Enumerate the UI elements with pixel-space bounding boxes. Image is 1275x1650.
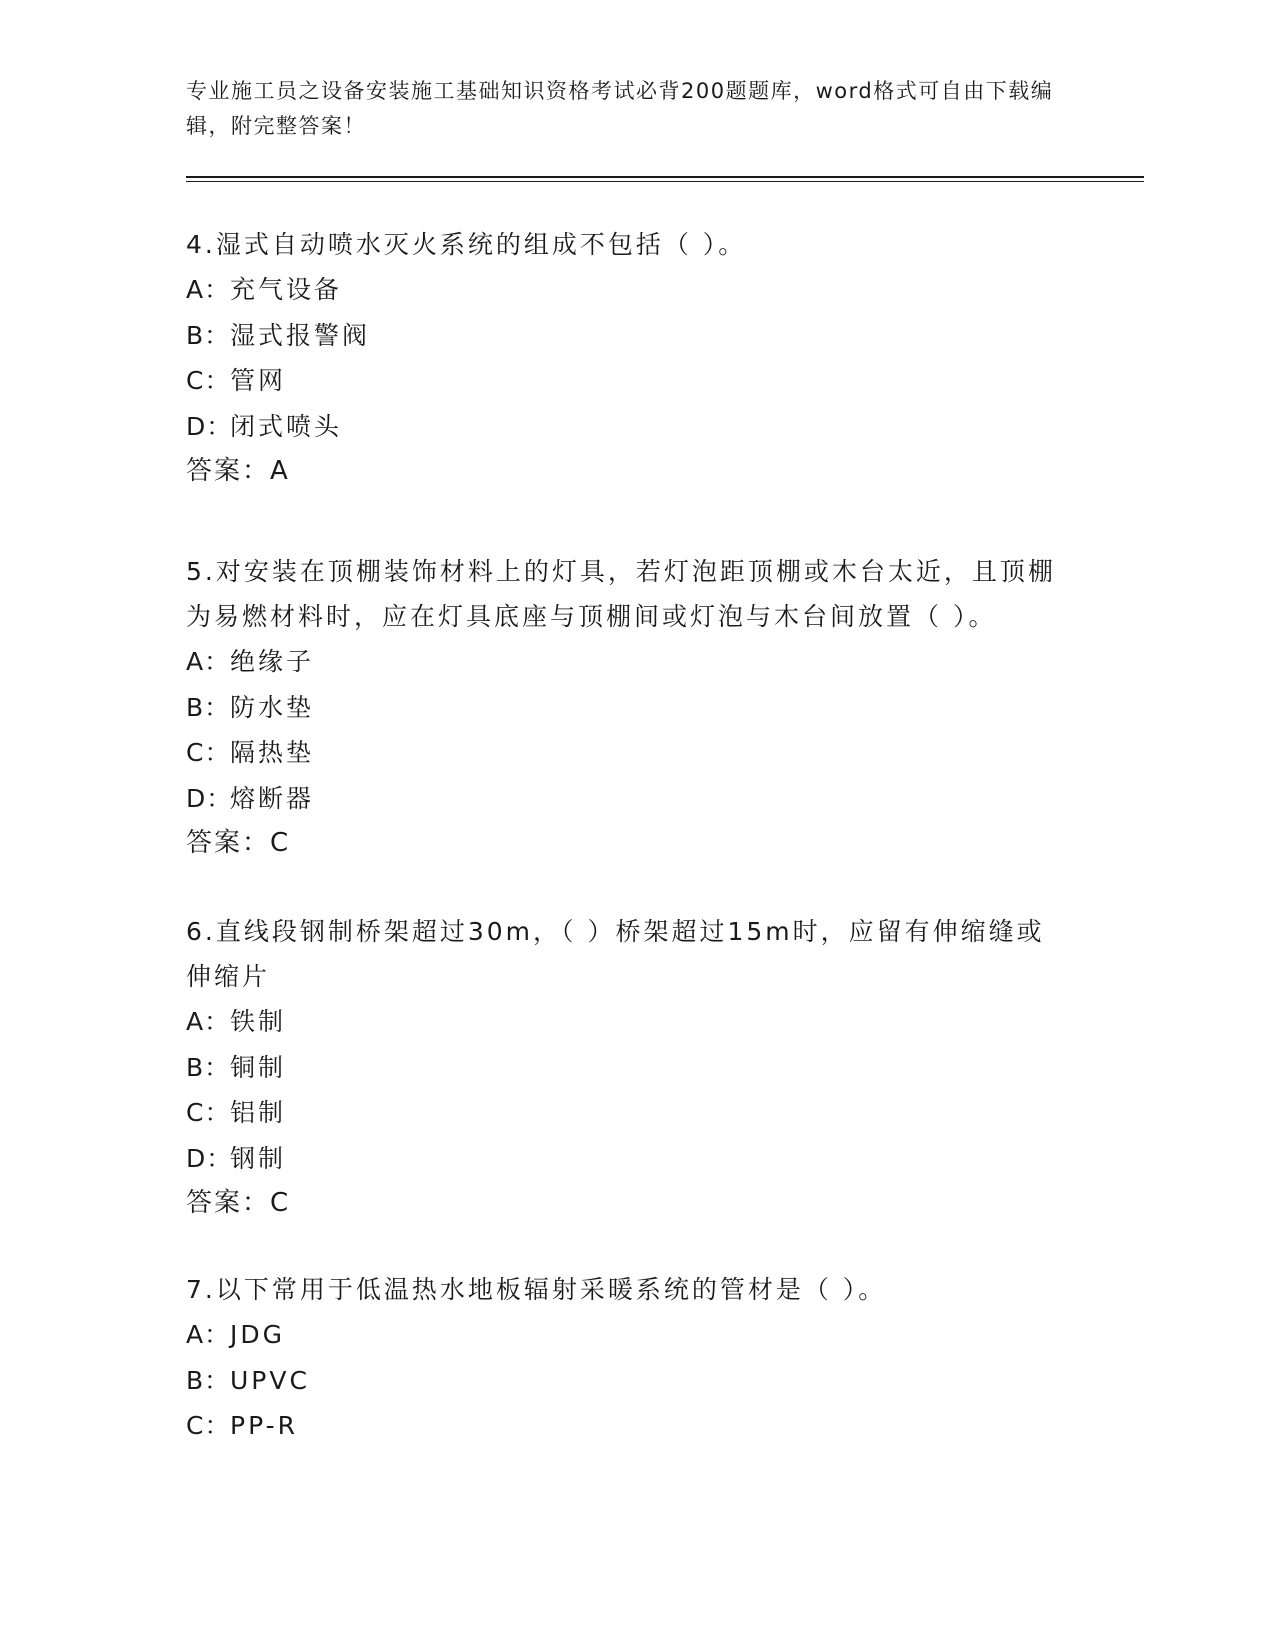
option-d [186, 1136, 1066, 1182]
question-7 [186, 1267, 1066, 1449]
option-text: 钢制 [230, 1143, 287, 1173]
option-label: B： [186, 320, 231, 350]
answer: 答案：C [186, 1188, 291, 1218]
option-label: B： [186, 1365, 231, 1395]
option-label: A： [186, 647, 231, 676]
option-c [186, 1403, 1066, 1449]
option-label: A： [186, 1320, 231, 1349]
option-label: B： [186, 692, 231, 722]
option-text: PP-R [230, 1411, 298, 1440]
option-label: C： [186, 1098, 231, 1127]
document-title: 专业施工员之设备安装施工基础知识资格考试必背200题题库，word格式可自由下载编辑，附完整答案！ [186, 79, 1054, 138]
option-text: 铁制 [230, 1007, 287, 1036]
option-label: D： [186, 783, 233, 813]
option-label: B： [186, 1052, 231, 1082]
option-label: A： [186, 1007, 231, 1036]
option-c [186, 358, 1066, 404]
question-stem: 7.以下常用于低温热水地板辐射采暖系统的管材是（ ）。 [186, 1275, 887, 1304]
option-label: D： [186, 1143, 233, 1173]
option-label: C： [186, 738, 231, 767]
option-a [186, 999, 1066, 1045]
option-b [186, 1358, 1066, 1404]
option-label: C： [186, 1411, 231, 1440]
option-text: 闭式喷头 [230, 411, 343, 441]
option-label: D： [186, 411, 233, 441]
option-text: 铝制 [230, 1098, 287, 1127]
option-text: 充气设备 [230, 275, 343, 304]
option-text: 隔热垫 [230, 738, 315, 767]
question-5 [186, 549, 1066, 866]
option-c [186, 730, 1066, 776]
question-stem: 4.湿式自动喷水灭火系统的组成不包括（ ）。 [186, 230, 747, 259]
header-divider-thin [186, 181, 1144, 182]
option-text: 绝缘子 [230, 647, 315, 676]
option-text: UPVC [230, 1365, 310, 1395]
option-d [186, 404, 1066, 450]
option-text: 湿式报警阀 [230, 320, 371, 350]
option-text: 管网 [230, 366, 287, 395]
question-stem: 6.直线段钢制桥架超过30m，（ ）桥架超过15m时，应留有伸缩缝或伸缩片 [186, 917, 1045, 991]
option-text: 铜制 [230, 1052, 287, 1082]
header-divider [186, 176, 1144, 178]
answer: 答案：C [186, 828, 291, 858]
option-label: A： [186, 275, 231, 304]
question-6 [186, 909, 1066, 1226]
option-a [186, 267, 1066, 313]
option-d [186, 776, 1066, 822]
question-4 [186, 222, 1066, 494]
answer: 答案：A [186, 456, 290, 486]
option-label: C： [186, 366, 231, 395]
option-text: 防水垫 [230, 692, 315, 722]
option-c [186, 1090, 1066, 1136]
document-header [186, 74, 1066, 144]
option-b [186, 313, 1066, 359]
question-stem: 5.对安装在顶棚装饰材料上的灯具，若灯泡距顶棚或木台太近，且顶棚为易燃材料时，应在灯具底座与顶棚间或灯泡与木台间放置（ ）。 [186, 557, 1056, 631]
option-text: 熔断器 [230, 783, 315, 813]
option-a [186, 1312, 1066, 1358]
option-b [186, 685, 1066, 731]
option-b [186, 1045, 1066, 1091]
option-text: JDG [230, 1320, 285, 1349]
option-a [186, 639, 1066, 685]
